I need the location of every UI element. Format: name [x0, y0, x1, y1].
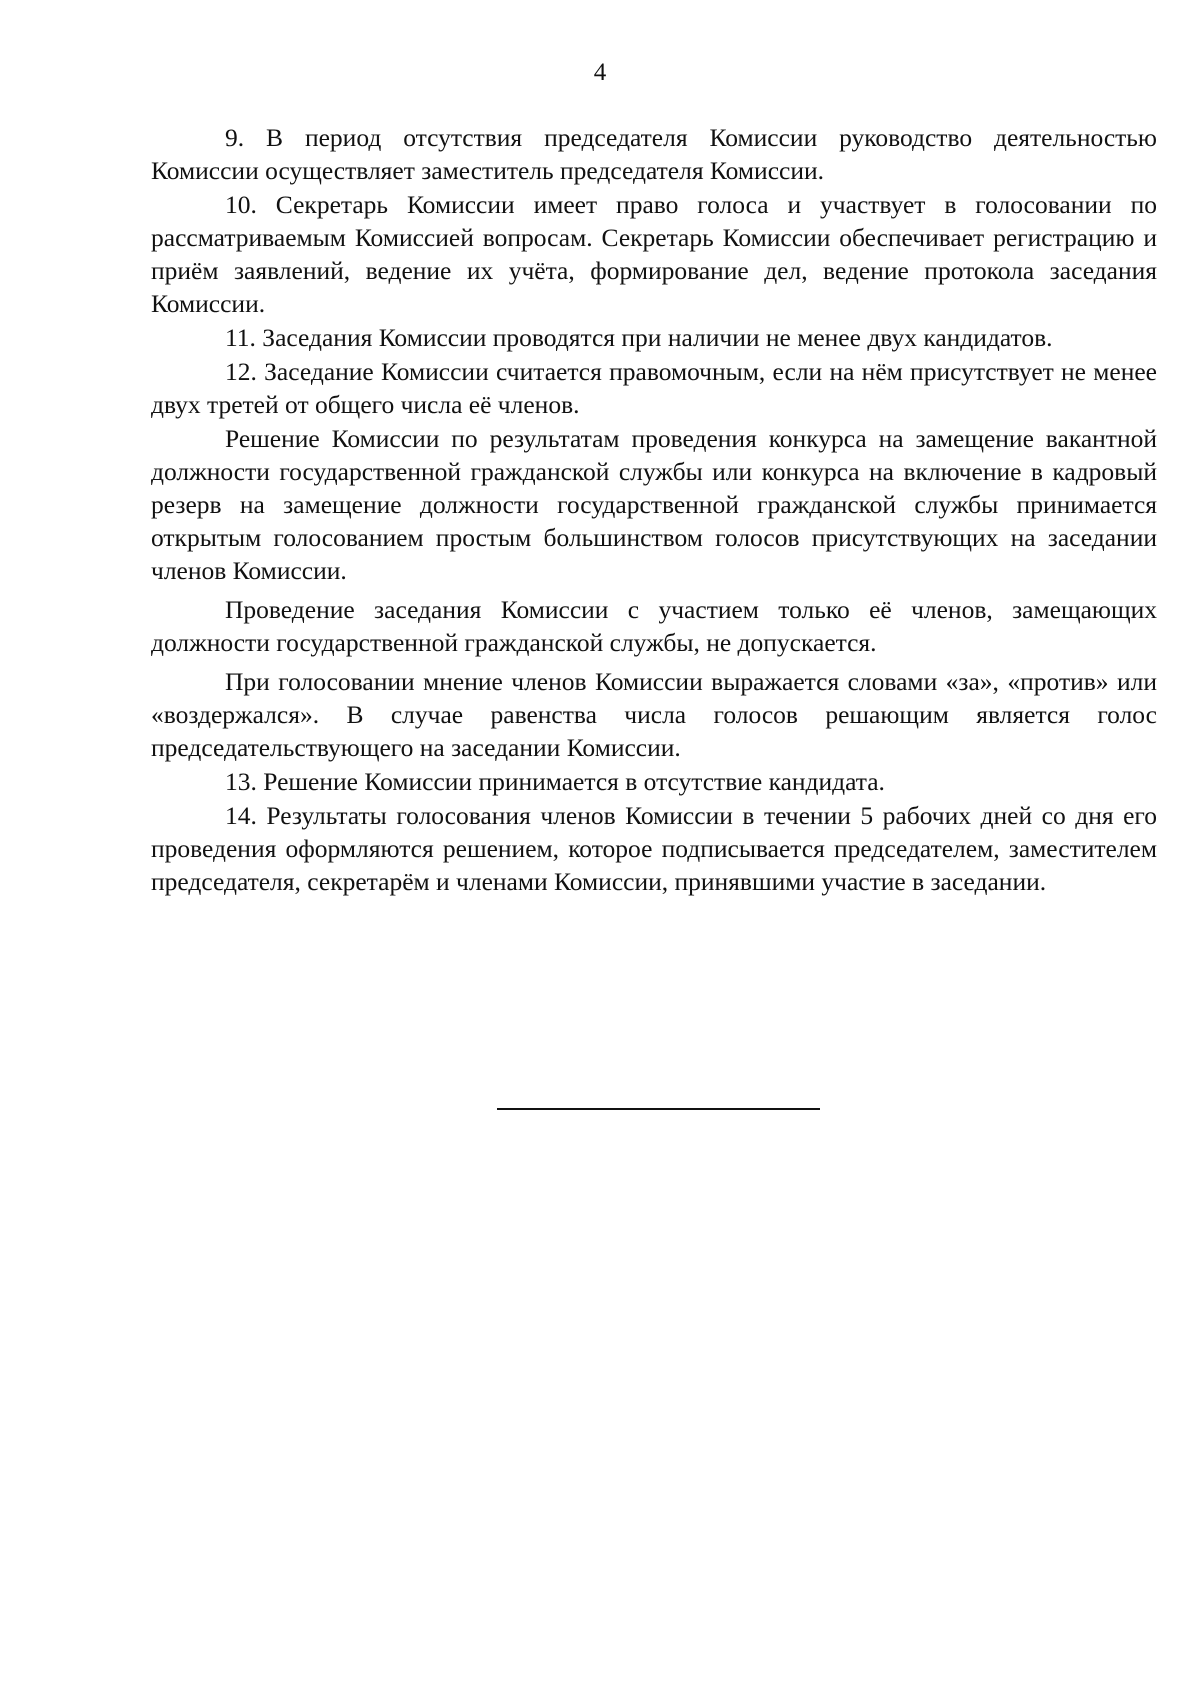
paragraph-decision: Решение Комиссии по результатам проведения конкурса на замещение вакантной должности государственной гражданской службы или конкурса на включение в кадровый резерв на замещение должности государственной гражданской службы принимается открытым голосованием простым большинством голосов присутствующих на заседании членов Комиссии.: [151, 424, 1157, 585]
paragraph-10: 10. Секретарь Комиссии имеет право голоса и участвует в голосовании по рассматриваемым Комиссией вопросам. Секретарь Комиссии обеспечивает регистрацию и приём заявлений, ведение их учёта, формирование дел, ведение протокола заседания Комиссии.: [151, 190, 1157, 318]
document-body: [151, 121, 1157, 898]
paragraph-voting: При голосовании мнение членов Комиссии выражается словами «за», «против» или «воздержался». В случае равенства числа голосов решающим является голос председательствующего на заседании Комиссии.: [151, 667, 1157, 762]
paragraph-14: 14. Результаты голосования членов Комиссии в течении 5 рабочих дней со дня его проведения оформляются решением, которое подписывается председателем, заместителем председателя, секретарём и членами Комиссии, принявшими участие в заседании.: [151, 801, 1157, 896]
paragraph-13: 13. Решение Комиссии принимается в отсутствие кандидата.: [225, 767, 885, 796]
end-of-document-rule: [497, 1108, 820, 1110]
paragraph-11: 11. Заседания Комиссии проводятся при наличии не менее двух кандидатов.: [225, 323, 1053, 352]
paragraph-meeting-restriction: Проведение заседания Комиссии с участием только её членов, замещающих должности государственной гражданской службы, не допускается.: [151, 595, 1157, 657]
paragraph-12: 12. Заседание Комиссии считается правомочным, если на нём присутствует не менее двух третей от общего числа её членов.: [151, 357, 1157, 419]
page-number: 4: [593, 59, 607, 86]
paragraph-9: 9. В период отсутствия председателя Комиссии руководство деятельностью Комиссии осуществляет заместитель председателя Комиссии.: [151, 123, 1157, 185]
